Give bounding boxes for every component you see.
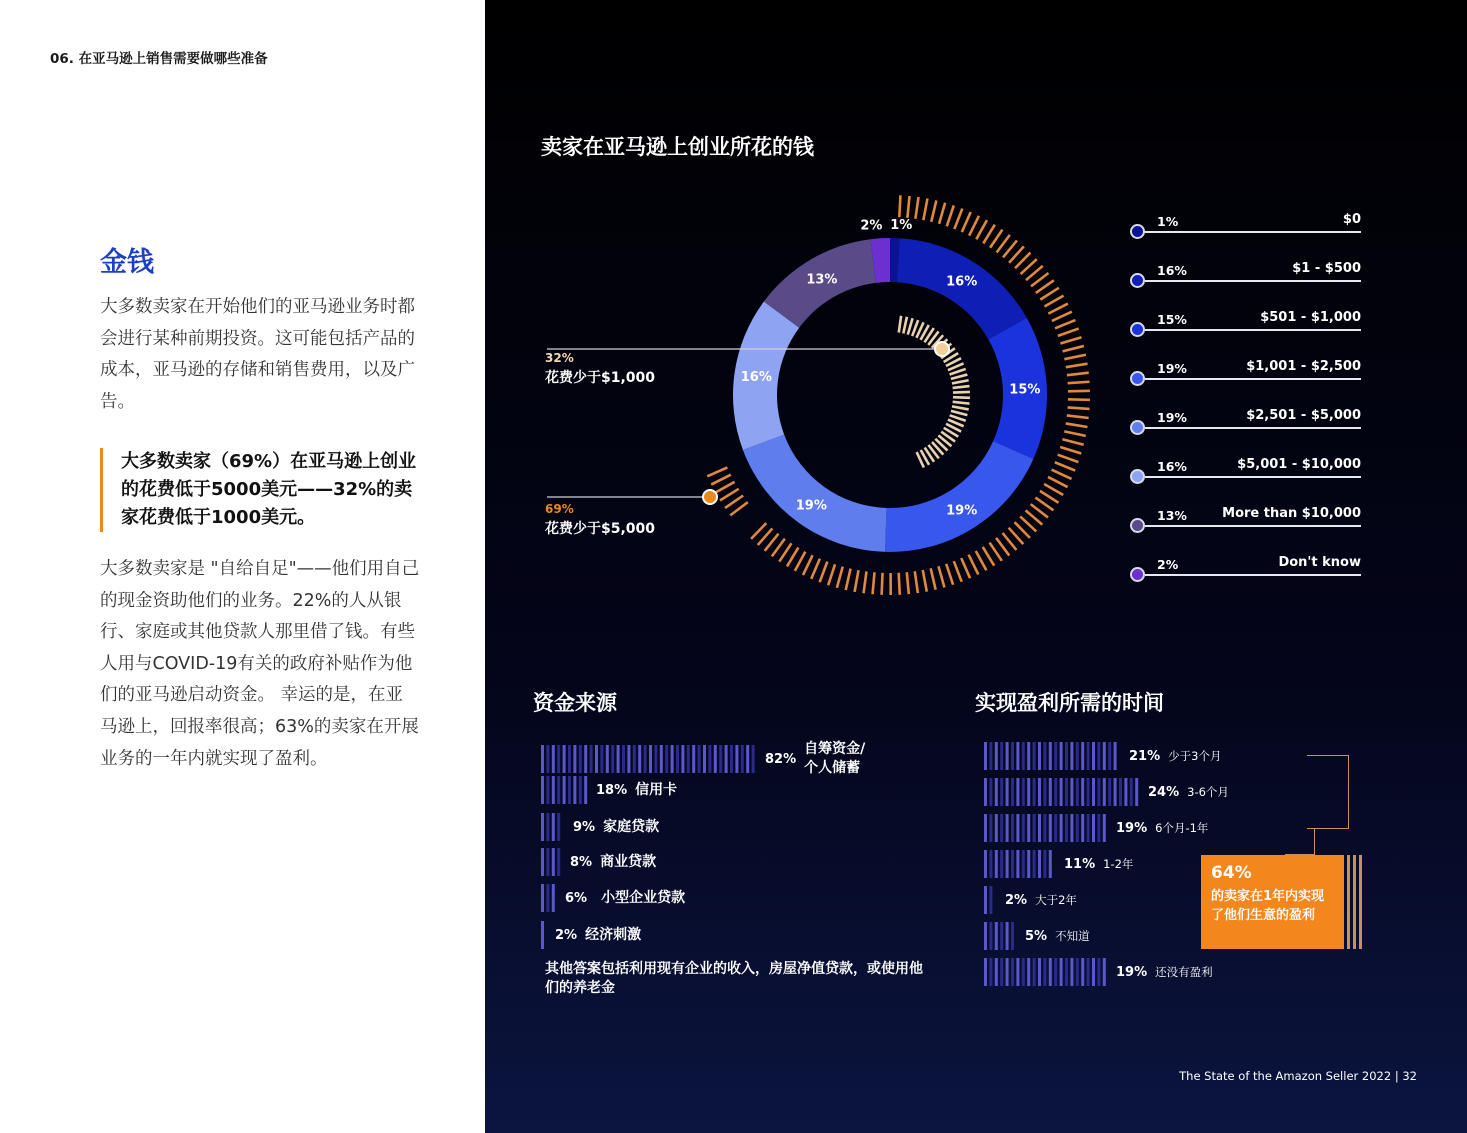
legend-percent: 1% xyxy=(1157,214,1179,229)
bar-row xyxy=(541,776,677,804)
legend-rule xyxy=(1145,574,1361,576)
bar xyxy=(984,814,1108,842)
legend-label: $1,001 - $2,500 xyxy=(1246,359,1361,374)
bar-label: 1-2年 xyxy=(1103,856,1134,871)
bar xyxy=(984,850,1056,878)
bar-label: 自筹资金/个人储蓄 xyxy=(804,741,866,776)
bar xyxy=(541,813,565,841)
legend-swatch xyxy=(1130,224,1145,239)
legend-label: $501 - $1,000 xyxy=(1260,310,1361,325)
bar xyxy=(984,922,1017,950)
legend-rule xyxy=(1145,231,1361,233)
bar-value: 19% xyxy=(1116,964,1148,980)
legend-item xyxy=(1125,353,1361,402)
legend-swatch xyxy=(1130,469,1145,484)
page-footer: The State of the Amazon Seller 2022 | 32 xyxy=(1179,1069,1417,1083)
legend-item xyxy=(1125,255,1361,304)
legend-label: More than $10,000 xyxy=(1222,506,1361,521)
bar-row xyxy=(541,813,659,841)
bar-value: 2% xyxy=(1005,892,1028,908)
marker-32 xyxy=(935,342,949,356)
legend-rule xyxy=(1145,280,1361,282)
bar-row xyxy=(541,884,685,912)
bar-label: 经济刺激 xyxy=(585,926,642,943)
donut-slice-label: 19% xyxy=(795,498,827,514)
donut-slice-label: 13% xyxy=(806,272,838,288)
bar-value: 21% xyxy=(1129,748,1161,764)
bar xyxy=(984,778,1140,806)
donut-chart-title: 卖家在亚马逊上创业所花的钱 xyxy=(541,135,814,159)
bar-label: 家庭贷款 xyxy=(603,818,660,835)
body-paragraph: 大多数卖家是 "自给自足"——他们用自己的现金资助他们的业务。22%的人从银行、家庭或其他贷款人那里借了钱。有些人用与COVID-19有关的政府补贴作为他们的亚马逊启动资金。 幸运的是，在亚马逊上，回报率很高；63%的卖家在开展业务的一年内就实现了盈利。 xyxy=(100,559,420,769)
donut-slice-label: 16% xyxy=(740,370,772,386)
profit-callout xyxy=(1201,855,1344,949)
legend-percent: 15% xyxy=(1157,312,1187,327)
bar-label: 不知道 xyxy=(1055,928,1090,943)
bar-label: 3-6个月 xyxy=(1187,784,1229,799)
bar xyxy=(541,921,547,949)
legend-item xyxy=(1125,402,1361,451)
bar-value: 2% xyxy=(555,927,578,943)
bar-row xyxy=(984,850,1133,878)
bar-label: 信用卡 xyxy=(635,781,678,798)
funding-footnote: 其他答案包括利用现有企业的收入，房屋净值贷款，或使用他们的养老金 xyxy=(545,961,923,996)
legend-swatch xyxy=(1130,273,1145,288)
bar-row xyxy=(984,742,1221,770)
bar-value: 82% xyxy=(765,751,797,767)
legend-label: $2,501 - $5,000 xyxy=(1246,408,1361,423)
bar xyxy=(541,776,588,804)
bar-value: 5% xyxy=(1025,928,1048,944)
annotation-69-pct: 69% xyxy=(545,502,574,516)
legend-swatch xyxy=(1130,518,1145,533)
legend-rule xyxy=(1145,427,1361,429)
inner-tick-arc xyxy=(899,316,970,468)
annotation-32 xyxy=(545,351,655,387)
donut-slice xyxy=(885,441,1033,552)
funding-bar-chart xyxy=(541,740,941,960)
bar-value: 19% xyxy=(1116,820,1148,836)
bar-label: 少于3个月 xyxy=(1168,748,1222,763)
bar-label: 大于2年 xyxy=(1035,892,1077,907)
legend-percent: 2% xyxy=(1157,557,1179,572)
bar-row xyxy=(541,848,656,876)
legend-rule xyxy=(1145,329,1361,331)
bar-value: 24% xyxy=(1148,784,1180,800)
bar-row xyxy=(984,922,1090,950)
bar-label: 小型企业贷款 xyxy=(601,889,686,906)
section-heading: 金钱 xyxy=(100,247,154,278)
annotation-32-pct: 32% xyxy=(545,351,574,365)
legend-item xyxy=(1125,500,1361,549)
bar xyxy=(541,884,557,912)
legend-label: $0 xyxy=(1342,212,1361,227)
legend-percent: 19% xyxy=(1157,361,1187,376)
legend-swatch xyxy=(1130,567,1145,582)
callout-connector xyxy=(1285,829,1315,855)
annotation-69 xyxy=(545,502,655,538)
bar xyxy=(984,958,1108,986)
legend-item xyxy=(1125,549,1361,598)
bar-label: 商业贷款 xyxy=(600,853,657,870)
annotation-32-text: 花费少于$1,000 xyxy=(545,370,656,386)
legend-percent: 16% xyxy=(1157,459,1187,474)
bar-value: 9% xyxy=(573,819,596,835)
callout-bracket xyxy=(1307,755,1349,829)
legend-swatch xyxy=(1130,420,1145,435)
legend-percent: 13% xyxy=(1157,508,1187,523)
bar-label: 还没有盈利 xyxy=(1155,964,1213,979)
legend-rule xyxy=(1145,476,1361,478)
funding-title: 资金来源 xyxy=(533,691,617,715)
bar-row xyxy=(541,740,876,778)
bar-row xyxy=(984,958,1213,986)
intro-paragraph: 大多数卖家在开始他们的亚马逊业务时都会进行某种前期投资。这可能包括产品的成本，亚马逊的存储和销售费用，以及广告。 xyxy=(100,297,415,412)
callout-stripes xyxy=(1347,855,1363,949)
bar-label: 6个月-1年 xyxy=(1155,820,1209,835)
donut-slice-label: 1% xyxy=(890,218,913,234)
callout-percent: 64% xyxy=(1211,863,1252,883)
annotation-69-text: 花费少于$5,000 xyxy=(545,521,656,537)
legend-label: $1 - $500 xyxy=(1292,261,1361,276)
bar xyxy=(984,742,1121,770)
profit-title: 实现盈利所需的时间 xyxy=(975,691,1164,715)
legend-rule xyxy=(1145,378,1361,380)
legend-swatch xyxy=(1130,371,1145,386)
legend-item xyxy=(1125,206,1361,255)
donut-slice-label: 15% xyxy=(1009,382,1041,398)
marker-69 xyxy=(703,490,717,504)
legend-swatch xyxy=(1130,322,1145,337)
bar-row xyxy=(984,778,1229,806)
callout-text: 的卖家在1年内实现了他们生意的盈利 xyxy=(1211,889,1325,923)
left-panel xyxy=(0,0,485,1133)
donut-slice-label: 19% xyxy=(946,503,978,519)
donut-legend xyxy=(1125,206,1361,598)
bar-row xyxy=(984,814,1208,842)
infographic-panel xyxy=(485,0,1467,1133)
legend-item xyxy=(1125,304,1361,353)
bar xyxy=(541,848,562,876)
donut-slice-label: 16% xyxy=(946,274,978,290)
legend-percent: 16% xyxy=(1157,263,1187,278)
bar-value: 18% xyxy=(596,782,628,798)
section-label: 06. 在亚马逊上销售需要做哪些准备 xyxy=(50,51,268,67)
legend-item xyxy=(1125,451,1361,500)
legend-label: Don't know xyxy=(1278,555,1361,570)
bar xyxy=(541,745,757,773)
donut-slice-label: 2% xyxy=(860,218,883,234)
legend-label: $5,001 - $10,000 xyxy=(1237,457,1361,472)
legend-rule xyxy=(1145,525,1361,527)
legend-percent: 19% xyxy=(1157,410,1187,425)
bar-value: 8% xyxy=(570,854,593,870)
pull-quote: 大多数卖家（69%）在亚马逊上创业的花费低于5000美元——32%的卖家花费低于1000美元。 xyxy=(100,448,420,532)
bar-value: 11% xyxy=(1064,856,1096,872)
bar-row xyxy=(984,886,1077,914)
bar-row xyxy=(541,921,641,949)
bar xyxy=(984,886,997,914)
donut-slice xyxy=(743,435,887,552)
bar-value: 6% xyxy=(565,890,588,906)
